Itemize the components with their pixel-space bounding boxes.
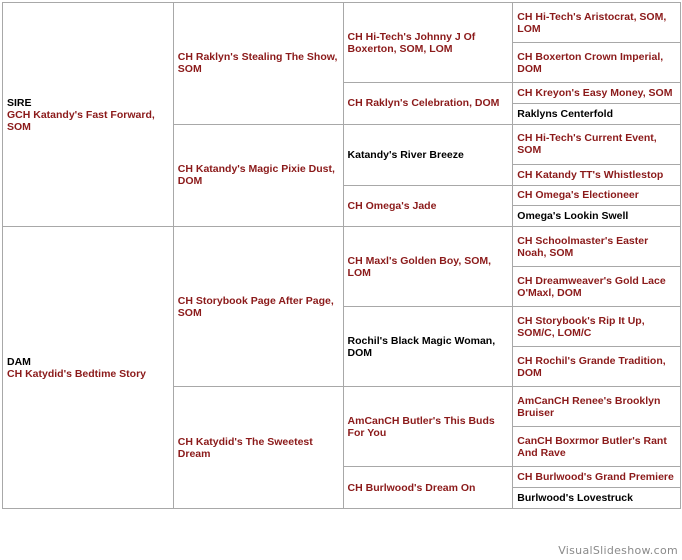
ancestor-15[interactable]: CH Burlwood's Grand Premiere [513,467,681,488]
ancestor-2[interactable]: CH Boxerton Crown Imperial, DOM [513,43,681,83]
dam-sire-name[interactable]: CH Storybook Page After Page, SOM [173,227,343,387]
ancestor-13[interactable]: AmCanCH Renee's Brooklyn Bruiser [513,387,681,427]
dam-cell [3,227,174,509]
dam-sire-dam-text: Rochil's Black Magic Woman, DOM [347,334,496,359]
sire-dam-name[interactable]: CH Katandy's Magic Pixie Dust, DOM [173,124,343,226]
ancestor-1[interactable]: CH Hi-Tech's Aristocrat, SOM, LOM [513,3,681,43]
ancestor-3[interactable]: CH Kreyon's Easy Money, SOM [513,83,681,104]
sire-sire-name[interactable]: CH Raklyn's Stealing The Show, SOM [173,3,343,125]
watermark: VisualSlideshow.com [558,544,678,557]
ancestor-16: Burlwood's Lovestruck [513,488,681,509]
sire-dam-dam-name[interactable]: CH Omega's Jade [343,185,513,227]
ancestor-10[interactable]: CH Dreamweaver's Gold Lace O'Maxl, DOM [513,267,681,307]
ancestor-6[interactable]: CH Katandy TT's Whistlestop [513,164,681,185]
sire-label: SIRE [7,96,32,109]
ancestor-14[interactable]: CanCH Boxrmor Butler's Rant And Rave [513,427,681,467]
pedigree-table [2,2,681,509]
sire-cell [3,3,174,227]
dam-label: DAM [7,355,31,368]
dam-sire-sire-name[interactable]: CH Maxl's Golden Boy, SOM, LOM [343,227,513,307]
dam-sire-dam-name [343,307,513,387]
ancestor-9[interactable]: CH Schoolmaster's Easter Noah, SOM [513,227,681,267]
ancestor-11[interactable]: CH Storybook's Rip It Up, SOM/C, LOM/C [513,307,681,347]
ancestor-8: Omega's Lookin Swell [513,206,681,227]
ancestor-5[interactable]: CH Hi-Tech's Current Event, SOM [513,124,681,164]
dam-dam-sire-name[interactable]: AmCanCH Butler's This Buds For You [343,387,513,467]
dam-dam-name[interactable]: CH Katydid's The Sweetest Dream [173,387,343,509]
sire-name[interactable]: GCH Katandy's Fast Forward, SOM [7,108,155,133]
dam-name[interactable]: CH Katydid's Bedtime Story [7,367,147,380]
ancestor-4: Raklyns Centerfold [513,103,681,124]
sire-sire-dam-name[interactable]: CH Raklyn's Celebration, DOM [343,83,513,125]
dam-dam-dam-name[interactable]: CH Burlwood's Dream On [343,467,513,509]
sire-dam-sire-name: Katandy's River Breeze [343,124,513,185]
ancestor-12[interactable]: CH Rochil's Grande Tradition, DOM [513,347,681,387]
ancestor-7[interactable]: CH Omega's Electioneer [513,185,681,206]
sire-sire-sire-name[interactable]: CH Hi-Tech's Johnny J Of Boxerton, SOM, LOM [343,3,513,83]
